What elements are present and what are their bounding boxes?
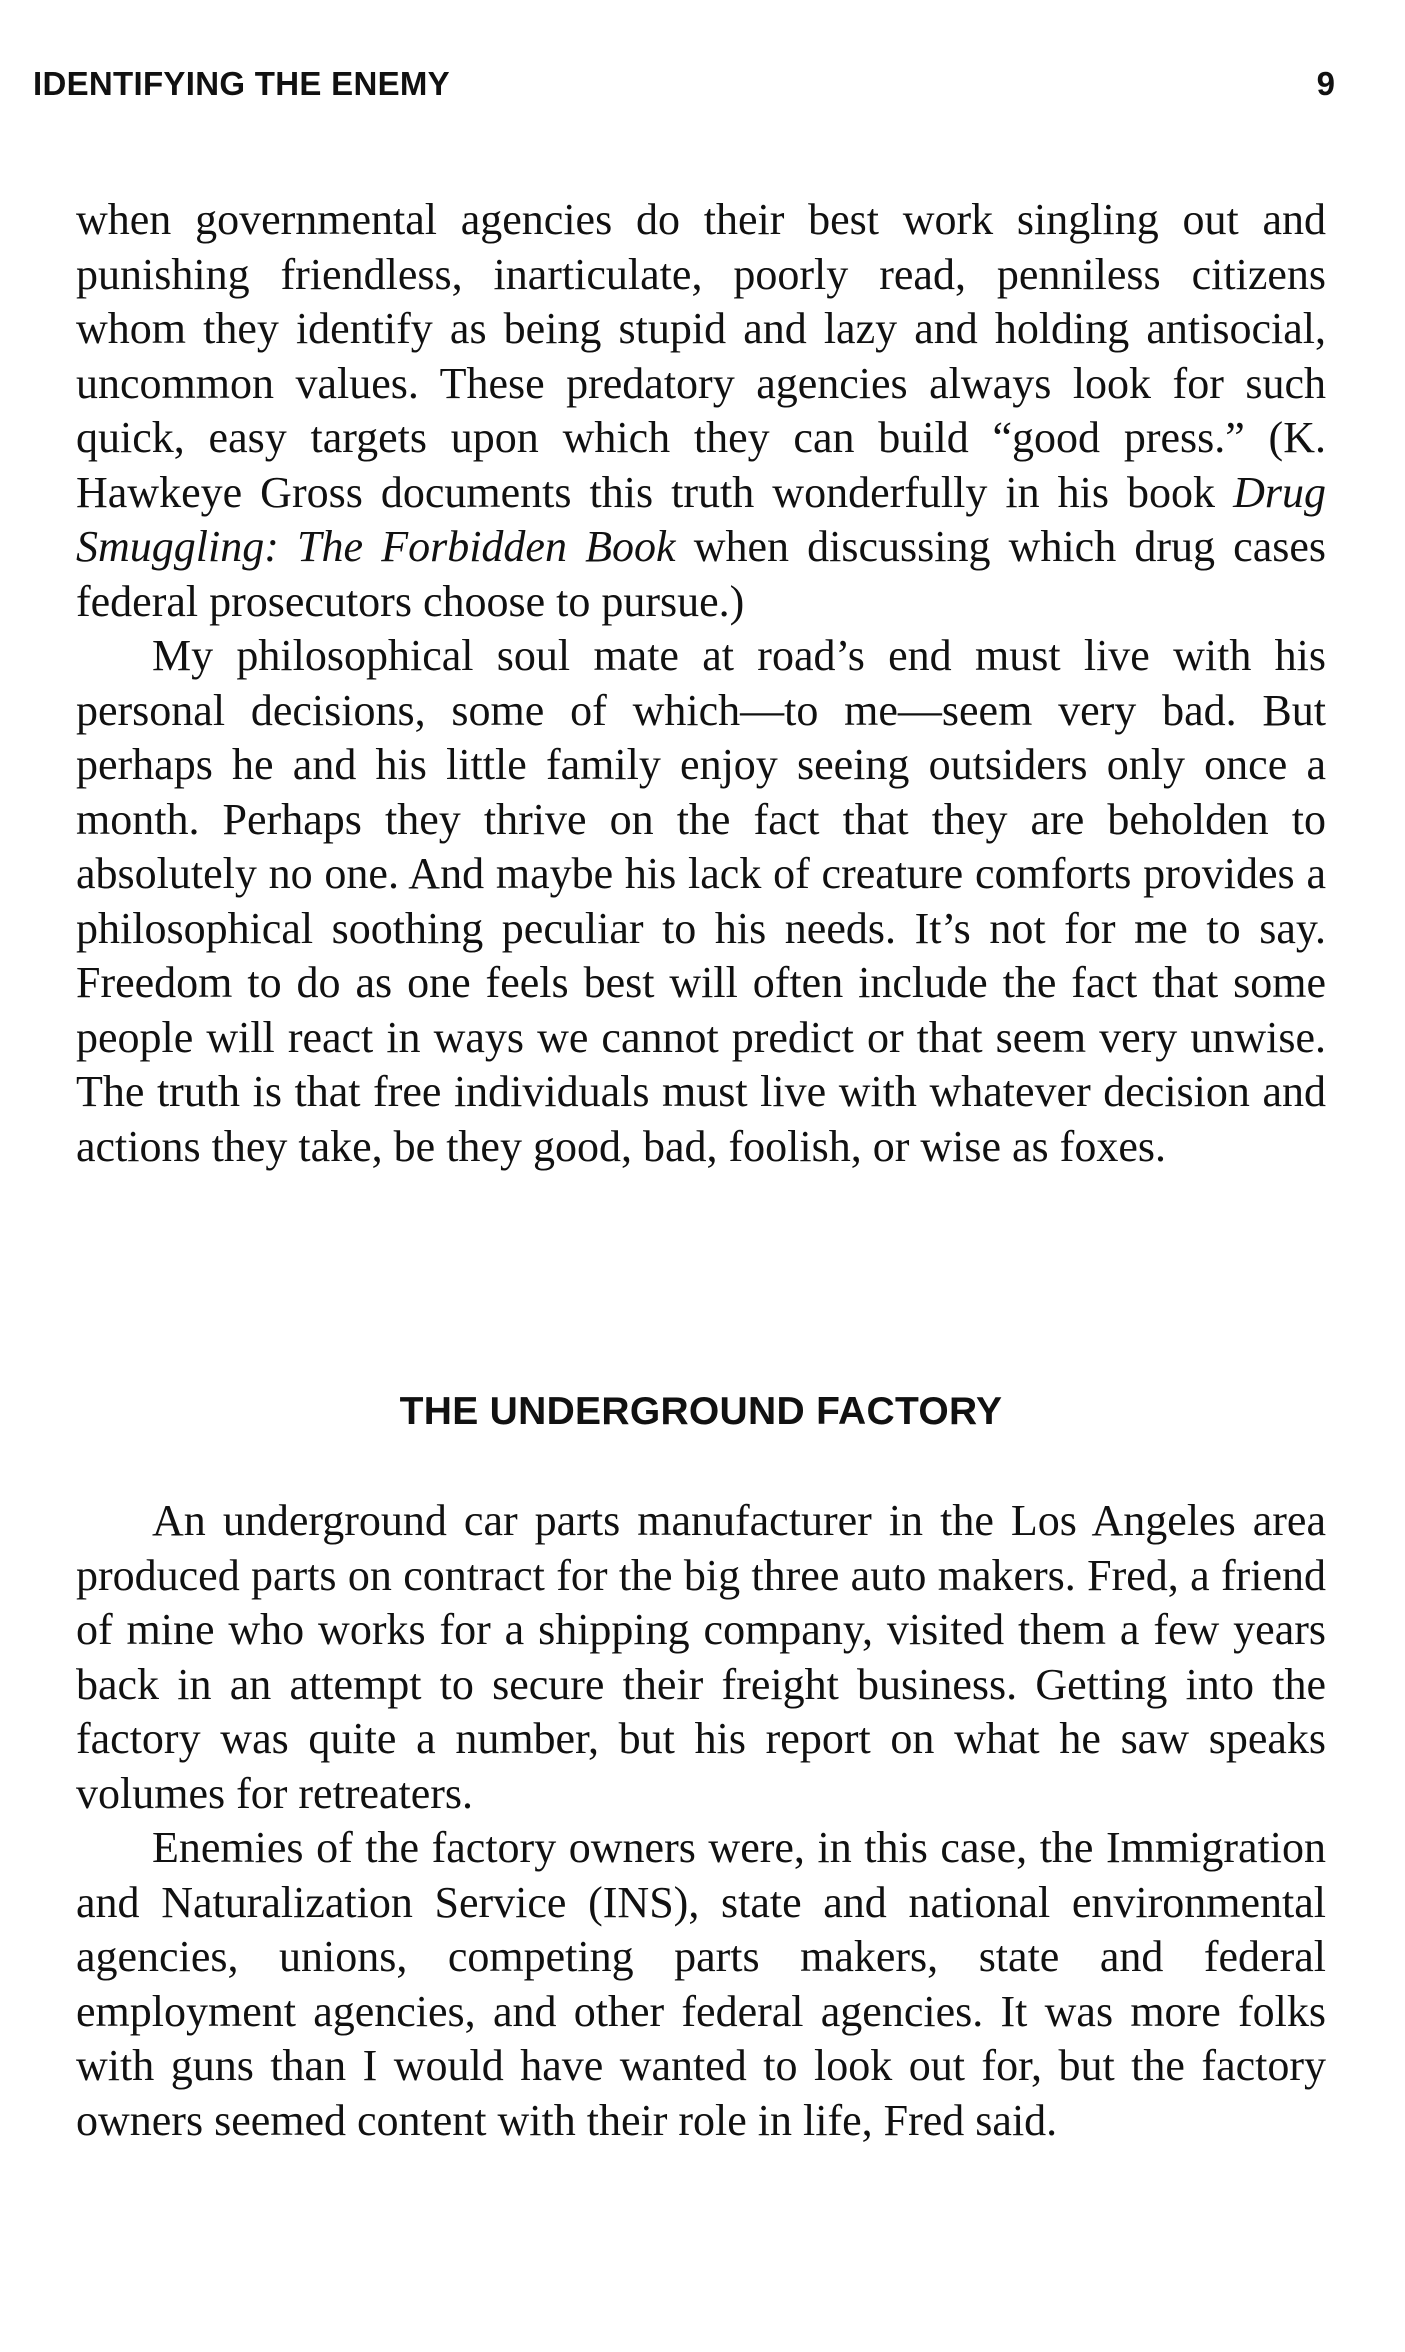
- body-text-section: [76, 1494, 1326, 2148]
- paragraph: Enemies of the factory owners were, in this case, the Immigration and Naturalization Service (INS), state and national environmental agencies, unions, competing parts makers, state and federal employment agencies, and other federal agencies. It was more folks with guns than I would have wanted to look out for, but the factory owners seemed content with their role in life, Fred said.: [76, 1823, 1326, 2145]
- book-title: Drug Smuggling: The Forbidden Book: [76, 467, 1326, 571]
- paragraph: An underground car parts manufacturer in the Los Angeles area produced parts on contract for the big three auto makers. Fred, a friend of mine who works for a shipping company, visited them a few years back in an attempt to secure their freight business. Getting into the factory was quite a number, but his report on what he saw speaks volumes for retreaters.: [76, 1496, 1326, 1818]
- section-heading: THE UNDERGROUND FACTORY: [399, 1390, 1003, 1433]
- body-text-top: [76, 193, 1326, 1174]
- paragraph-continued: [76, 193, 1326, 629]
- paragraph-text: when discussing which drug cases federal prosecutors choose to pursue.): [76, 522, 1326, 626]
- page-number: 9: [1316, 65, 1335, 102]
- paragraph: My philosophical soul mate at road’s end must live with his personal decisions, some of which—to me—seem very bad. But perhaps he and his little family enjoy seeing outsiders only once a month. Perhaps they thrive on the fact that they are beholden to absolutely no one. And maybe his lack of creature comforts provides a philosophical soothing peculiar to his needs. It’s not for me to say. Freedom to do as one feels best will often include the fact that some people will react in ways we cannot predict or that seem very unwise. The truth is that free individuals must live with whatever decision and actions they take, be they good, bad, foolish, or wise as foxes.: [76, 631, 1326, 1171]
- paragraph-text: when governmental agencies do their best work singling out and punishing friendless, inarticulate, poorly read, penniless citizens whom they identify as being stupid and lazy and holding antisocial, uncommon values. These predatory agencies always look for such quick, easy targets upon which they can build “good press.” (K. Hawkeye Gross documents this truth wonderfully in his book: [76, 195, 1326, 517]
- running-head: IDENTIFYING THE ENEMY: [33, 65, 450, 102]
